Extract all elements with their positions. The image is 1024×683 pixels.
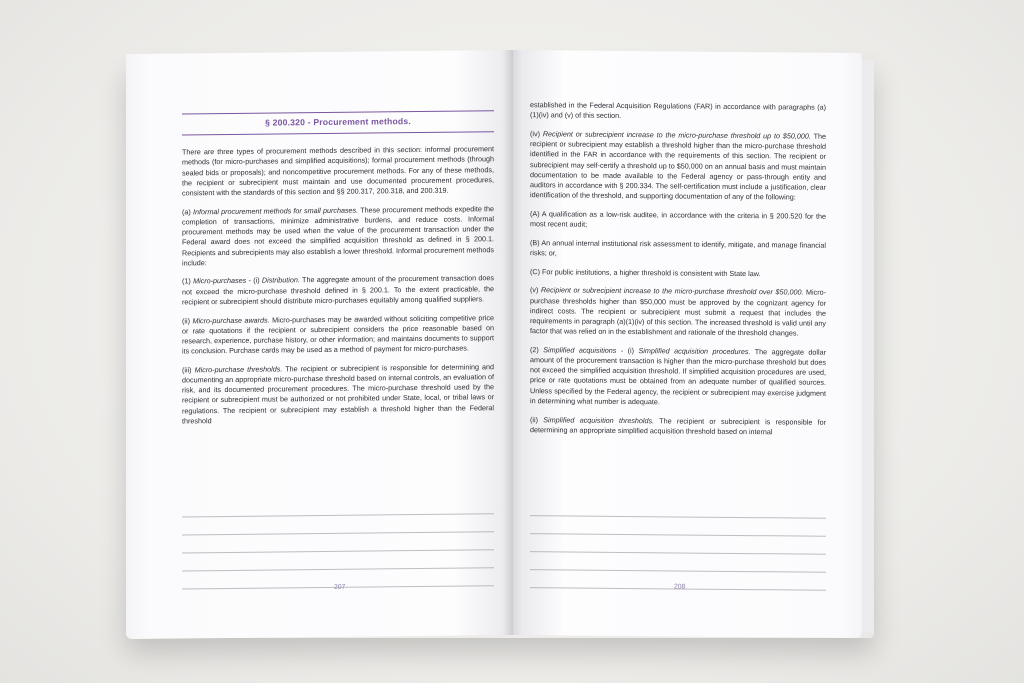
note-lines-right [530, 498, 826, 591]
paragraph-1: (1) Micro-purchases - (i) Distribution. The aggregate amount of the procurement transaction does not exceed the micro-purchase threshold defined in § 200.1. To the extent practicable, the recipient or subrecipient should distribute micro-purchases equitably among qualified suppliers. [182, 273, 494, 307]
section-title-block [182, 110, 494, 135]
paragraph-1-subheading: Distribution. [261, 275, 300, 286]
paragraph-iii: (iii) Micro-purchase thresholds. The recipient or subrecipient is responsible for determining and documenting an appropriate micro-purchase threshold based on internal controls, an evaluation of risk, and its documented procurement procedures. The micro-purchase threshold used by the recipient or subrecipient must be authorized or not prohibited under State, local, or tribal laws or regulations. The recipient or subrecipient may establish a threshold higher than the Federal threshold [182, 362, 494, 426]
paragraph-a: (a) Informal procurement methods for small purchases. These procurement methods expedite the completion of transactions, minimize administrative burdens, and reduce costs. Informal procurement methods may be used when the value of the procurement transaction under the Federal award does not exceed the simplified acquisition threshold as defined in § 200.1. Recipients and subrecipients may also establish a lower threshold. Informal procurement methods include: [182, 203, 495, 268]
right-page [512, 50, 862, 638]
paragraph-a-heading: Informal procurement methods for small purchases. [192, 205, 359, 217]
intro-paragraph: There are three types of procurement methods described in this section: informal procurement methods (for micro-purchases and simplified acquisitions); formal procurement methods (through sealed bids or proposals); and noncompetitive procurement methods. For any of these methods, the recipient or subrecipient must maintain and use documented procurement procedures, consistent with the standards of this section and §§ 200.317, 200.318, and 200.319. [182, 144, 494, 198]
page-number-right: 208 [674, 583, 686, 591]
item-b: (B) An annual internal institutional risk assessment to identify, mitigate, and manage financial risks; or, [530, 237, 826, 258]
right-page-content [530, 100, 826, 446]
paragraph-2-subheading: Simplified acquisition procedures. [638, 345, 751, 356]
page-stack-edge [862, 62, 874, 632]
page-number-left: 207 [334, 583, 346, 591]
section-title: § 200.320 - Procurement methods. [265, 116, 411, 128]
paragraph-ii-heading: Micro-purchase awards. [192, 315, 270, 325]
note-lines-left [182, 496, 494, 589]
item-a: (A) A qualification as a low-risk auditee, in accordance with the criteria in § 200.520 for the most recent audit; [530, 208, 826, 229]
paragraph-v-heading: Recipient or subrecipient increase to the micro-purchase threshold over $50,000. [540, 285, 804, 297]
paragraph-2: (2) Simplified acquisitions - (i) Simplified acquisition procedures. The aggregate dollar amount of the procurement transaction is higher than the micro-purchase threshold but does not exceed the simplified acquisition threshold. If simplified acquisition procedures are used, price or rate quotations must be obtained from an adequate number of qualified sources. Unless specified by the Federal agency, the recipient or subrecipient may exercise judgment in determining what number is adequate. [530, 345, 826, 407]
open-book [126, 50, 874, 635]
paragraph-2-heading: Simplified acquisitions [543, 345, 617, 355]
paragraph-v: (v) Recipient or subrecipient increase to the micro-purchase threshold over $50,000. Micro-purchase thresholds higher than $50,000 must be approved by the cognizant agency for indirect costs. The recipient or subrecipient must submit a request that includes the requirements in paragraph (a)(1)(iv) of this section. The increased threshold is valid until any factor that was relied on in the establishment and rationale of the threshold changes. [530, 285, 826, 338]
paragraph-iv: (iv) Recipient or subrecipient increase to the micro-purchase threshold up to $50,000. The recipient or subrecipient may establish a threshold higher than the micro-purchase threshold identified in the FAR in accordance with the requirements of this section. The recipient or subrecipient may self-certify a threshold up to $50,000 on an annual basis and must maintain documentation to be made available to the Federal agency or pass-through entity and auditors in accordance with § 200.334. The self-certification must include a justification, clear identification of the threshold, and supporting documentation of any of the following: [530, 129, 826, 202]
paragraph-iii-heading: Micro-purchase thresholds. [194, 364, 283, 375]
paragraph-ii: (ii) Micro-purchase awards. Micro-purchases may be awarded without soliciting competitive price or rate quotations if the recipient or subrecipient considers the price reasonable based on research, experience, purchase history, or other information; and maintains documents to support its conclusion. Purchase cards may be used as a method of payment for micro-purchases. [182, 312, 495, 356]
paragraph-2-ii-heading: Simplified acquisition thresholds. [543, 414, 655, 425]
paragraph-2-ii: (ii) Simplified acquisition thresholds. The recipient or subrecipient is responsible for determining an appropriate simplified acquisition threshold based on internal [530, 414, 826, 437]
paragraph-1-heading: Micro-purchases [193, 276, 247, 286]
left-page [126, 50, 512, 639]
paragraph-iv-heading: Recipient or subrecipient increase to the micro-purchase threshold up to $50,000. [542, 129, 811, 141]
continuation-paragraph: established in the Federal Acquisition Regulations (FAR) in accordance with paragraphs (a)(1)(iv) and (v) of this section. [530, 100, 826, 121]
left-page-content [182, 110, 494, 435]
item-c: (C) For public institutions, a higher threshold is consistent with State law. [530, 266, 761, 278]
